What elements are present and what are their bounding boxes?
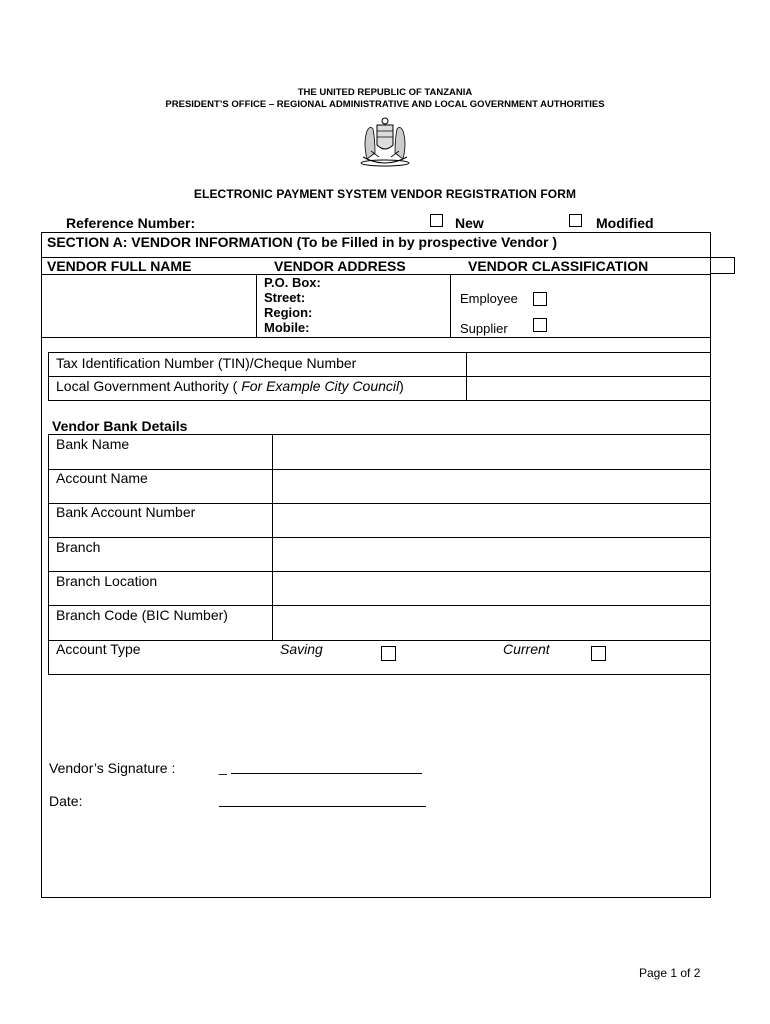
classification-supplier-label: Supplier	[460, 321, 508, 336]
country-heading: THE UNITED REPUBLIC OF TANZANIA	[297, 87, 473, 98]
account-type-label: Account Type	[56, 641, 141, 657]
branch-location-input[interactable]	[273, 572, 710, 605]
col-vendor-classification: VENDOR CLASSIFICATION	[468, 258, 649, 274]
address-street-label: Street:	[264, 290, 306, 305]
account-name-input[interactable]	[273, 470, 710, 503]
info-row-bottom-line	[41, 337, 711, 338]
lga-label	[56, 378, 404, 394]
info-col-divider-2	[450, 274, 451, 337]
reference-number-label: Reference Number:	[66, 215, 196, 231]
bank-details-title: Vendor Bank Details	[52, 418, 188, 434]
section-a-title: SECTION A: VENDOR INFORMATION (To be Filled in by prospective Vendor )	[47, 234, 557, 250]
modified-checkbox[interactable]	[569, 214, 582, 227]
new-checkbox[interactable]	[430, 214, 443, 227]
info-row-top-line	[41, 274, 711, 275]
office-heading: PRESIDENT’S OFFICE – REGIONAL ADMINISTRATIVE AND LOCAL GOVERNMENT AUTHORITIES	[165, 99, 605, 110]
branch-location-label: Branch Location	[56, 573, 158, 589]
branch-input[interactable]	[273, 538, 710, 571]
bank-account-number-label: Bank Account Number	[56, 504, 196, 520]
header-row-right-line	[734, 257, 735, 274]
lga-label-suffix: )	[399, 378, 404, 394]
address-po-box-label: P.O. Box:	[264, 275, 321, 290]
bank-account-number-input[interactable]	[273, 504, 710, 537]
signature-underscore: _	[219, 759, 227, 775]
branch-label: Branch	[56, 539, 101, 555]
col-vendor-address: VENDOR ADDRESS	[274, 258, 406, 274]
col-vendor-full-name: VENDOR FULL NAME	[47, 258, 192, 274]
tin-input[interactable]	[467, 353, 710, 376]
supplier-checkbox[interactable]	[533, 318, 547, 332]
current-checkbox[interactable]	[591, 646, 606, 661]
account-name-label: Account Name	[56, 470, 148, 486]
branch-code-input[interactable]	[273, 606, 710, 640]
address-region-label: Region:	[264, 305, 313, 320]
bank-row-divider-6	[48, 640, 711, 641]
page-number: Page 1 of 2	[639, 966, 701, 980]
form-title: ELECTRONIC PAYMENT SYSTEM VENDOR REGISTRATION FORM	[193, 187, 577, 201]
employee-checkbox[interactable]	[533, 292, 547, 306]
info-col-divider-1	[256, 274, 257, 337]
lga-input[interactable]	[467, 377, 710, 400]
coat-of-arms-emblem	[355, 113, 415, 167]
tin-label: Tax Identification Number (TIN)/Cheque Number	[56, 355, 357, 371]
current-label: Current	[503, 641, 550, 657]
modified-label: Modified	[596, 215, 654, 231]
address-mobile-label: Mobile:	[264, 320, 310, 335]
saving-label: Saving	[280, 641, 323, 657]
bank-name-input[interactable]	[273, 435, 710, 469]
header-row-extension-line	[711, 273, 735, 274]
saving-checkbox[interactable]	[381, 646, 396, 661]
lga-label-prefix: Local Government Authority (	[56, 378, 242, 394]
date-line[interactable]	[219, 806, 426, 807]
lga-label-example: For Example City Council	[241, 378, 400, 394]
signature-line[interactable]	[231, 773, 422, 774]
bank-name-label: Bank Name	[56, 436, 130, 452]
new-label: New	[455, 215, 484, 231]
vendor-signature-label: Vendor’s Signature :	[49, 760, 176, 776]
classification-employee-label: Employee	[460, 291, 518, 306]
date-label: Date:	[49, 793, 83, 809]
branch-code-label: Branch Code (BIC Number)	[56, 607, 228, 623]
